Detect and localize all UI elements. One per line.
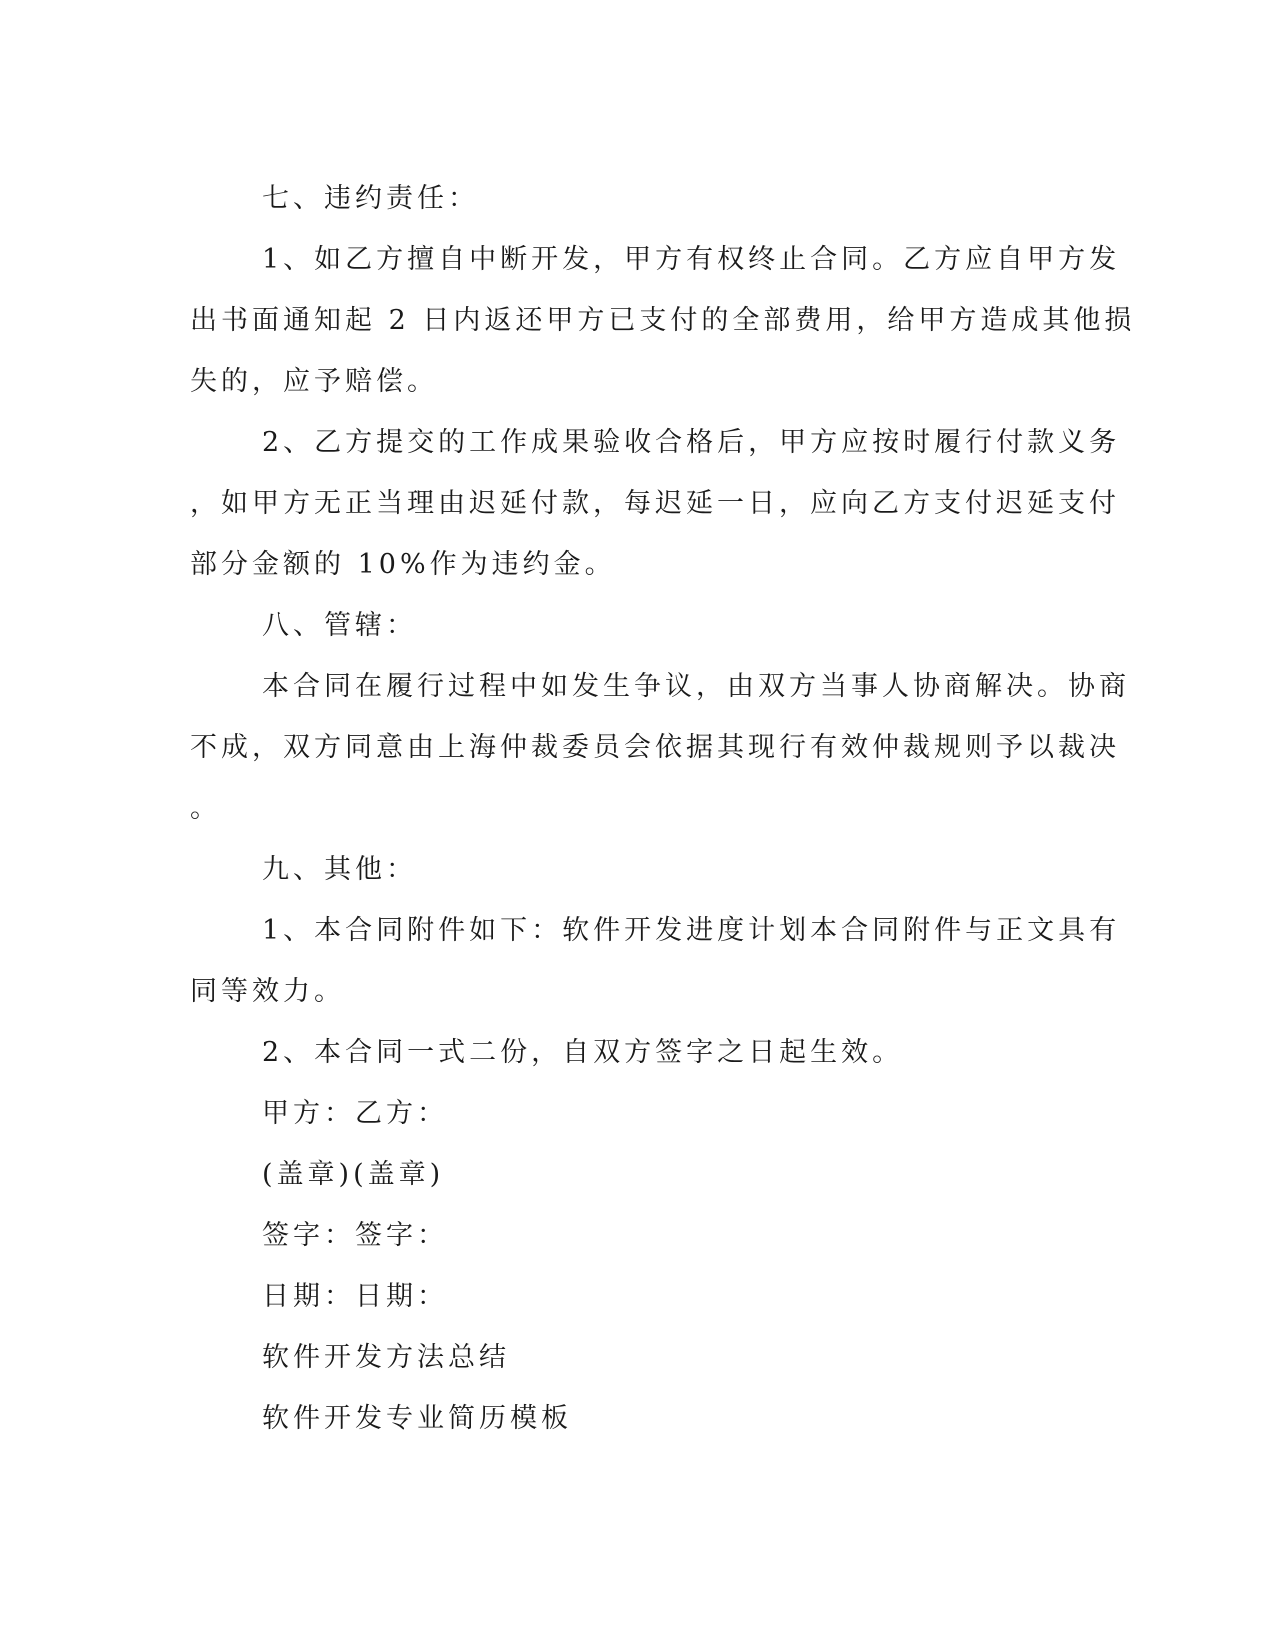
related-title-resume: 软件开发专业简历模板 xyxy=(262,1403,572,1434)
signature-sign: 签字：签字： xyxy=(262,1220,448,1251)
paragraph-line: 失的，应予赔偿。 xyxy=(190,366,438,397)
paragraph-line: 部分金额的 10%作为违约金。 xyxy=(190,549,616,580)
paragraph-line: 2、本合同一式二份，自双方签字之日起生效。 xyxy=(262,1037,904,1068)
paragraph-line: ，如甲方无正当理由迟延付款，每迟延一日，应向乙方支付迟延支付 xyxy=(190,488,1120,519)
paragraph-line: 本合同在履行过程中如发生争议，由双方当事人协商解决。协商 xyxy=(262,671,1130,702)
paragraph-line: 2、乙方提交的工作成果验收合格后，甲方应按时履行付款义务 xyxy=(262,427,1121,458)
related-title-methods: 软件开发方法总结 xyxy=(262,1342,510,1373)
signature-date: 日期：日期： xyxy=(262,1281,448,1312)
paragraph-line: 1、本合同附件如下：软件开发进度计划本合同附件与正文具有 xyxy=(262,915,1121,946)
signature-seal: (盖章)(盖章) xyxy=(262,1159,445,1190)
section-heading-jurisdiction: 八、管辖： xyxy=(262,610,417,641)
section-heading-breach: 七、违约责任： xyxy=(262,183,479,214)
paragraph-line: 出书面通知起 2 日内返还甲方已支付的全部费用，给甲方造成其他损 xyxy=(190,305,1136,336)
paragraph-line: 。 xyxy=(190,793,221,824)
document-body xyxy=(190,168,1136,1449)
paragraph-line: 不成，双方同意由上海仲裁委员会依据其现行有效仲裁规则予以裁决 xyxy=(190,732,1120,763)
paragraph-line: 同等效力。 xyxy=(190,976,345,1007)
signature-parties: 甲方：乙方： xyxy=(262,1098,448,1129)
paragraph-line: 1、如乙方擅自中断开发，甲方有权终止合同。乙方应自甲方发 xyxy=(262,244,1121,275)
section-heading-other: 九、其他： xyxy=(262,854,417,885)
